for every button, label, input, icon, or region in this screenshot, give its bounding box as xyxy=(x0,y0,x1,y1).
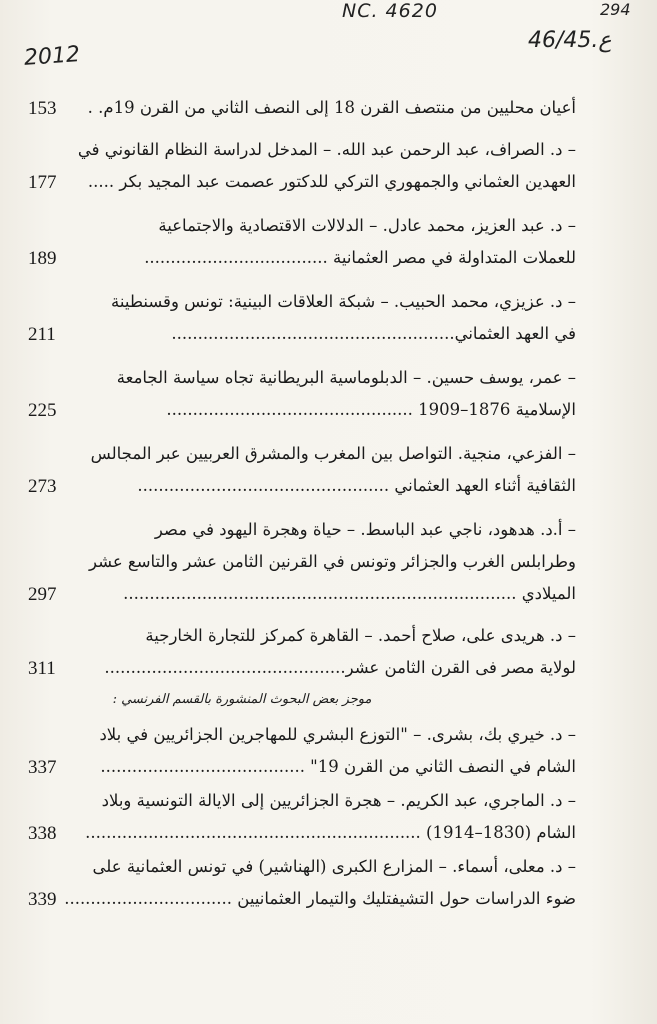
handwritten-shelf-mark: 46/45.ع xyxy=(528,28,612,53)
toc-page-number: 337 xyxy=(28,757,57,778)
handwritten-call-number: NC. 4620 xyxy=(342,0,438,22)
toc-page-number: 211 xyxy=(28,324,56,345)
toc-entry-line: – عمر، يوسف حسين. – الدبلوماسية البريطانية تجاه سياسة الجامعة xyxy=(116,368,576,387)
toc-entry-line: – أ.د. هدهود، ناجي عبد الباسط. – حياة وهجرة اليهود في مصر xyxy=(154,520,576,539)
toc-entry-line: العهدين العثماني والجمهوري التركي للدكتور عصمت عبد المجيد بكر ..... xyxy=(87,172,576,191)
toc-entry-line: الإسلامية 1876–1909 ............................................... xyxy=(166,400,576,419)
toc-page-number: 339 xyxy=(28,889,57,910)
toc-entry-line: – د. معلى، أسماء. – المزارع الكبرى (الهناشير) في تونس العثمانية على xyxy=(92,857,576,876)
toc-entry-line: للعملات المتداولة في مصر العثمانية ................................... xyxy=(144,248,576,267)
toc-entry xyxy=(28,134,576,198)
toc-entry-line: أعيان محليين من منتصف القرن 18 إلى النصف الثاني من القرن 19م. . xyxy=(87,98,576,117)
toc-page-number: 153 xyxy=(28,98,57,119)
toc-entry xyxy=(28,785,576,849)
toc-page-number: 297 xyxy=(28,584,57,605)
toc-entry-line: – د. هريدى على، صلاح أحمد. – القاهرة كمركز للتجارة الخارجية xyxy=(145,626,576,645)
toc-entry xyxy=(28,620,576,684)
toc-page-number: 189 xyxy=(28,248,57,269)
toc-entry-line: الميلادي ........................................................................... xyxy=(123,584,576,603)
toc-entry-line: الثقافية أثناء العهد العثماني ................................................ xyxy=(137,476,576,495)
toc-entry xyxy=(28,851,576,915)
toc-entry-line: – الفزعي، منجية. التواصل بين المغرب والمشرق العربيين عبر المجالس xyxy=(90,444,576,463)
section-subheading: موجز بعض البحوث المنشورة بالقسم الفرنسي : xyxy=(112,692,372,707)
toc-entry-line: لولاية مصر فى القرن الثامن عشر.............................................. xyxy=(104,658,576,677)
toc-entry xyxy=(28,286,576,350)
toc-page-number: 311 xyxy=(28,658,56,679)
toc-entry xyxy=(28,719,576,783)
toc-entry xyxy=(28,92,576,124)
toc-entry-line: – د. خيري بك، بشرى. – "التوزع البشري للمهاجرين الجزائريين في بلاد xyxy=(99,725,576,744)
toc-entry-line: وطرابلس الغرب والجزائر وتونس في القرنين الثامن عشر والتاسع عشر xyxy=(89,552,576,571)
toc-entry xyxy=(28,210,576,274)
toc-entry-line: – د. عزيزي، محمد الحبيب. – شبكة العلاقات البينية: تونس وقسنطينة xyxy=(111,292,576,311)
toc-entry-line: الشام (1830–1914) ................................................................ xyxy=(85,823,576,842)
toc-entry-line: – د. عبد العزيز، محمد عادل. – الدلالات الاقتصادية والاجتماعية xyxy=(158,216,576,235)
table-of-contents xyxy=(28,82,576,915)
toc-page-number: 177 xyxy=(28,172,57,193)
toc-entry-line: – د. الصراف، عبد الرحمن عبد الله. – المدخل لدراسة النظام القانوني في xyxy=(77,140,576,159)
toc-entry xyxy=(28,438,576,502)
toc-entry-line: في العهد العثماني...................................................... xyxy=(171,324,576,343)
toc-page-number: 225 xyxy=(28,400,57,421)
handwritten-year: 2012 xyxy=(23,42,81,71)
toc-entry-line: – د. الماجري، عبد الكريم. – هجرة الجزائريين إلى الايالة التونسية وبلاد xyxy=(101,791,576,810)
toc-page-number: 273 xyxy=(28,476,57,497)
toc-entry xyxy=(28,362,576,426)
toc-entry-line: ضوء الدراسات حول التشيفتليك والتيمار العثمانيين ................................ xyxy=(64,889,576,908)
handwritten-corner-number: 294 xyxy=(600,0,631,19)
toc-entry xyxy=(28,514,576,610)
toc-entry-line: الشام في النصف الثاني من القرن 19" ....................................... xyxy=(100,757,576,776)
toc-page-number: 338 xyxy=(28,823,57,844)
